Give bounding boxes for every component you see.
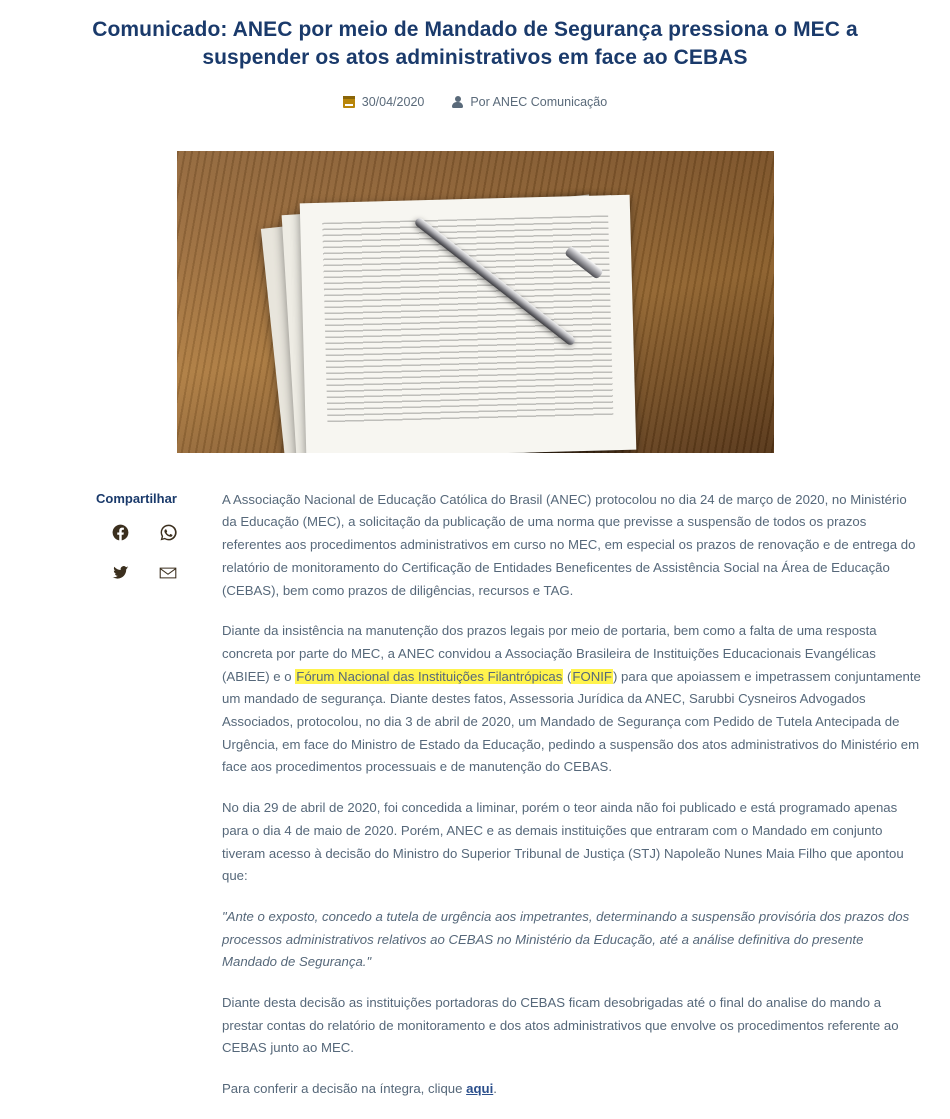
paper-sheet-front xyxy=(299,194,636,452)
meta-author-value: Por ANEC Comunicação xyxy=(470,94,608,109)
hero-image xyxy=(177,151,774,453)
whatsapp-icon xyxy=(159,523,178,542)
article-body xyxy=(222,489,922,1119)
court-decision-quote: "Ante o exposto, concedo a tutela de urgência aos impetrantes, determinando a suspensão provisória dos prazos dos processos administrativos relativos ao CEBAS no Ministério da Educação, até a análise definitiva do presente Mandado de Segurança." xyxy=(222,908,910,970)
article-meta xyxy=(0,95,950,109)
share-facebook-button[interactable] xyxy=(107,520,133,546)
share-email-button[interactable] xyxy=(155,560,181,586)
share-twitter-button[interactable] xyxy=(107,560,133,586)
hero-image-wrap xyxy=(0,151,950,453)
share-sidebar xyxy=(96,489,206,1119)
user-icon xyxy=(452,96,463,108)
paragraph-5-part-1: Para conferir a decisão na íntegra, clique xyxy=(222,1081,467,1097)
share-whatsapp-button[interactable] xyxy=(155,520,181,546)
email-icon xyxy=(158,563,178,583)
paragraph-1: A Associação Nacional de Educação Católica do Brasil (ANEC) protocolou no dia 24 de março de 2020, no Ministério da Educação (MEC), a solicitação da publicação de uma norma que previsse a suspensão de todos os prazos referentes aos procedimentos administrativos em curso no MEC, em especial os prazos de renovação e de entrega do relatório de monitoramento do Certificação de Entidades Beneficentes de Assistência Social na Área de Educação (CEBAS), bem como prazos de diligências, recursos e TAG. xyxy=(222,491,916,598)
paragraph-2-part-3: ) para que apoiassem e impetrassem conjuntamente um mandado de segurança. Diante destes fatos, Assessoria Jurídica da ANEC, Sarubbi Cysneiros Advogados Associados, protocolou, no dia 3 de abril de 2020, um Mandado de Segurança com Pedido de Tutela Antecipada de Urgência, em face do Ministro de Estado da Educação, pedindo a suspensão dos atos administrativos do Ministério em face aos procedimentos processuais e de manutenção do CEBAS. xyxy=(222,668,921,775)
paragraph-4: Diante desta decisão as instituições portadoras do CEBAS ficam desobrigadas até o final do analise do mando a prestar contas do relatório de monitoramento e dos atos administrativos que envolve os procedimentos referente ao CEBAS junto ao MEC. xyxy=(222,995,899,1056)
paragraph-2-part-2: ( xyxy=(563,668,572,684)
meta-date xyxy=(343,95,425,109)
highlight-fonif-name: Fórum Nacional das Instituições Filantrópicas xyxy=(296,668,563,684)
meta-author xyxy=(452,95,607,109)
decision-link[interactable]: aqui xyxy=(466,1081,494,1097)
paragraph-2-part-1: Diante da insistência na manutenção dos prazos legais por meio de portaria, bem como a falta de uma resposta concreta por parte do MEC, a ANEC convidou a Associação Brasileira de Instituições Educacionais Evangélicas (ABIEE) e o xyxy=(222,623,877,684)
highlight-fonif-acronym: FONIF xyxy=(572,668,612,684)
meta-date-value: 30/04/2020 xyxy=(361,94,425,109)
share-buttons xyxy=(96,520,206,586)
paragraph-5 xyxy=(222,1078,922,1101)
content-area xyxy=(0,489,950,1119)
twitter-icon xyxy=(111,563,130,582)
calendar-icon xyxy=(343,96,355,108)
paragraph-5-part-2: . xyxy=(493,1081,497,1097)
page-title: Comunicado: ANEC por meio de Mandado de Segurança pressiona o MEC a suspender os atos administrativos em face ao CEBAS xyxy=(92,18,858,70)
share-title: Compartilhar xyxy=(96,490,177,506)
paragraph-2 xyxy=(222,620,922,779)
facebook-icon xyxy=(111,523,130,542)
paragraph-3: No dia 29 de abril de 2020, foi concedida a liminar, porém o teor ainda não foi publicado e está programado apenas para o dia 4 de maio de 2020. Porém, ANEC e as demais instituições que entraram com o Mandado em conjunto tiveram acesso à decisão do Ministro do Superior Tribunal de Justiça (STJ) Napoleão Nunes Maia Filho que apontou que: xyxy=(222,800,904,884)
article-page xyxy=(0,16,950,1119)
